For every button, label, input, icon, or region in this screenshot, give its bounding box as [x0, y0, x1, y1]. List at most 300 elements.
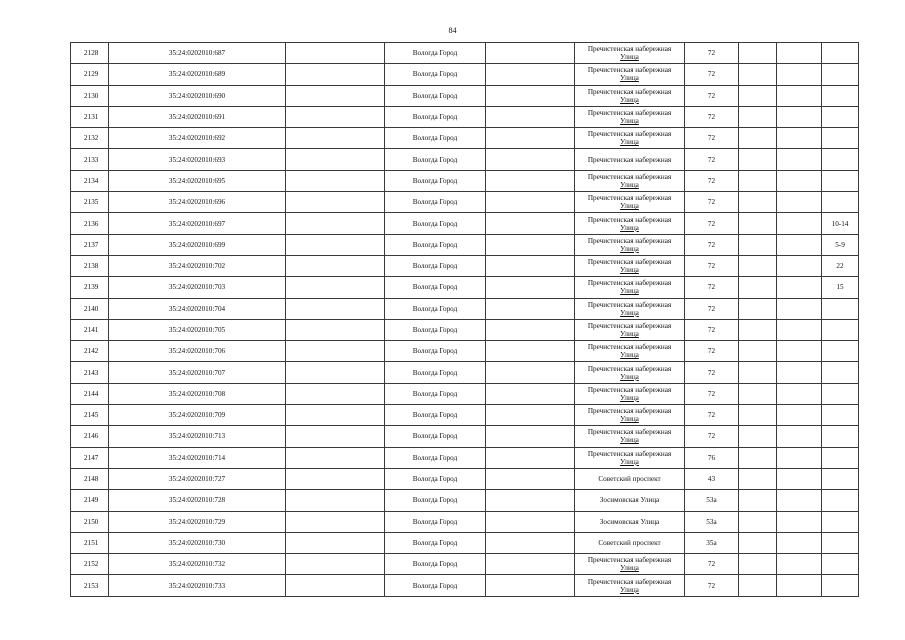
- city-cell: Вологда Город: [385, 213, 486, 234]
- city-cell: Вологда Город: [385, 575, 486, 596]
- apartment-cell: [822, 532, 859, 553]
- house-number-cell: 72: [685, 319, 739, 340]
- table-row: [71, 532, 859, 553]
- empty-cell: [486, 106, 575, 127]
- cadastral-number-cell: 35:24:0202010:689: [109, 64, 286, 85]
- empty-cell: [777, 298, 822, 319]
- cadastral-number-cell: 35:24:0202010:702: [109, 255, 286, 276]
- empty-cell: [486, 170, 575, 191]
- empty-cell: [486, 468, 575, 489]
- city-cell: Вологда Город: [385, 383, 486, 404]
- cadastral-number-cell: 35:24:0202010:699: [109, 234, 286, 255]
- street-cell: [575, 362, 685, 383]
- empty-cell: [486, 575, 575, 596]
- city-cell: Вологда Город: [385, 490, 486, 511]
- street-cell: [575, 277, 685, 298]
- table-row: [71, 192, 859, 213]
- street-name-line: Пречистенская набережная: [587, 45, 672, 54]
- empty-cell: [777, 85, 822, 106]
- empty-cell: [486, 128, 575, 149]
- cadastral-number-cell: 35:24:0202010:730: [109, 532, 286, 553]
- cadastral-number-cell: 35:24:0202010:705: [109, 319, 286, 340]
- cadastral-number-cell: 35:24:0202010:733: [109, 575, 286, 596]
- row-number-cell: 2143: [71, 362, 109, 383]
- empty-cell: [777, 64, 822, 85]
- row-number-cell: 2131: [71, 106, 109, 127]
- street-cell: [575, 468, 685, 489]
- empty-cell: [286, 554, 385, 575]
- street-cell: [575, 383, 685, 404]
- house-number-cell: 72: [685, 234, 739, 255]
- city-cell: Вологда Город: [385, 85, 486, 106]
- apartment-cell: [822, 170, 859, 191]
- empty-cell: [739, 234, 777, 255]
- empty-cell: [286, 447, 385, 468]
- empty-cell: [777, 43, 822, 64]
- row-number-cell: 2129: [71, 64, 109, 85]
- apartment-cell: [822, 554, 859, 575]
- house-number-cell: 72: [685, 277, 739, 298]
- apartment-cell: [822, 447, 859, 468]
- street-name-line: Пречистенская набережная: [587, 428, 672, 437]
- empty-cell: [286, 468, 385, 489]
- street-cell: [575, 255, 685, 276]
- street-cell: [575, 490, 685, 511]
- row-number-cell: 2132: [71, 128, 109, 149]
- street-name-line: Пречистенская набережная: [587, 343, 672, 352]
- street-cell: [575, 554, 685, 575]
- street-cell: [575, 341, 685, 362]
- city-cell: Вологда Город: [385, 341, 486, 362]
- city-cell: Вологда Город: [385, 64, 486, 85]
- empty-cell: [777, 255, 822, 276]
- empty-cell: [486, 490, 575, 511]
- city-cell: Вологда Город: [385, 43, 486, 64]
- apartment-cell: [822, 319, 859, 340]
- row-number-cell: 2128: [71, 43, 109, 64]
- table-row: [71, 106, 859, 127]
- street-type-line: Улица: [620, 138, 639, 147]
- city-cell: Вологда Город: [385, 234, 486, 255]
- street-name-line: Пречистенская набережная: [587, 236, 672, 245]
- city-cell: Вологда Город: [385, 298, 486, 319]
- street-name-line: Пречистенская набережная: [587, 258, 672, 267]
- empty-cell: [286, 43, 385, 64]
- empty-cell: [739, 298, 777, 319]
- street-name-line: Пречистенская набережная: [587, 385, 672, 394]
- street-type-line: Улица: [620, 415, 639, 424]
- table-body: [71, 43, 859, 597]
- empty-cell: [777, 234, 822, 255]
- street-type-line: Улица: [620, 330, 639, 338]
- house-number-cell: 76: [685, 447, 739, 468]
- house-number-cell: 72: [685, 170, 739, 191]
- street-type-line: Улица: [620, 266, 639, 275]
- street-name-line: Зосимовская Улица: [599, 517, 660, 526]
- empty-cell: [286, 575, 385, 596]
- apartment-cell: [822, 128, 859, 149]
- city-cell: Вологда Город: [385, 128, 486, 149]
- house-number-cell: 72: [685, 298, 739, 319]
- house-number-cell: 72: [685, 149, 739, 170]
- empty-cell: [486, 213, 575, 234]
- empty-cell: [739, 341, 777, 362]
- table-row: [71, 511, 859, 532]
- city-cell: Вологда Город: [385, 447, 486, 468]
- table-row: [71, 277, 859, 298]
- house-number-cell: 72: [685, 128, 739, 149]
- cadastral-number-cell: 35:24:0202010:697: [109, 213, 286, 234]
- page-number: 84: [448, 26, 457, 35]
- empty-cell: [486, 255, 575, 276]
- row-number-cell: 2134: [71, 170, 109, 191]
- city-cell: Вологда Город: [385, 554, 486, 575]
- street-name-line: Пречистенская набережная: [587, 172, 672, 181]
- row-number-cell: 2135: [71, 192, 109, 213]
- street-type-line: Улица: [620, 95, 639, 104]
- table-row: [71, 298, 859, 319]
- table-row: [71, 362, 859, 383]
- street-cell: [575, 426, 685, 447]
- house-number-cell: 72: [685, 405, 739, 426]
- apartment-cell: [822, 298, 859, 319]
- city-cell: Вологда Город: [385, 106, 486, 127]
- empty-cell: [777, 554, 822, 575]
- empty-cell: [739, 43, 777, 64]
- street-type-line: Улица: [620, 372, 639, 381]
- street-type-line: Улица: [620, 351, 639, 360]
- street-cell: [575, 106, 685, 127]
- house-number-cell: 72: [685, 255, 739, 276]
- empty-cell: [739, 532, 777, 553]
- table-row: [71, 43, 859, 64]
- empty-cell: [777, 277, 822, 298]
- cadastral-number-cell: 35:24:0202010:704: [109, 298, 286, 319]
- street-cell: [575, 64, 685, 85]
- house-number-cell: 72: [685, 192, 739, 213]
- empty-cell: [286, 426, 385, 447]
- empty-cell: [286, 277, 385, 298]
- row-number-cell: 2148: [71, 468, 109, 489]
- empty-cell: [739, 255, 777, 276]
- table-row: [71, 319, 859, 340]
- row-number-cell: 2130: [71, 85, 109, 106]
- street-name-line: Зосимовская Улица: [599, 496, 660, 505]
- empty-cell: [777, 128, 822, 149]
- street-name-line: Пречистенская набережная: [587, 109, 672, 118]
- street-name-line: Советский проспект: [598, 538, 661, 547]
- empty-cell: [739, 64, 777, 85]
- empty-cell: [486, 234, 575, 255]
- apartment-cell: [822, 575, 859, 596]
- street-name-line: Пречистенская набережная: [587, 577, 672, 586]
- street-name-line: Пречистенская набережная: [587, 215, 672, 224]
- table-row: [71, 383, 859, 404]
- city-cell: Вологда Город: [385, 255, 486, 276]
- empty-cell: [777, 511, 822, 532]
- empty-cell: [286, 362, 385, 383]
- street-name-line: Советский проспект: [598, 475, 661, 484]
- street-cell: [575, 298, 685, 319]
- cadastral-number-cell: 35:24:0202010:693: [109, 149, 286, 170]
- row-number-cell: 2151: [71, 532, 109, 553]
- empty-cell: [486, 319, 575, 340]
- apartment-cell: [822, 192, 859, 213]
- apartment-cell: 5-9: [822, 234, 859, 255]
- row-number-cell: 2152: [71, 554, 109, 575]
- empty-cell: [777, 532, 822, 553]
- row-number-cell: 2147: [71, 447, 109, 468]
- empty-cell: [739, 170, 777, 191]
- row-number-cell: 2153: [71, 575, 109, 596]
- row-number-cell: 2142: [71, 341, 109, 362]
- empty-cell: [739, 106, 777, 127]
- empty-cell: [739, 277, 777, 298]
- empty-cell: [286, 149, 385, 170]
- street-type-line: Улица: [620, 223, 639, 232]
- empty-cell: [739, 319, 777, 340]
- table-row: [71, 341, 859, 362]
- row-number-cell: 2140: [71, 298, 109, 319]
- table-row: [71, 234, 859, 255]
- street-cell: [575, 149, 685, 170]
- city-cell: Вологда Город: [385, 532, 486, 553]
- street-cell: [575, 170, 685, 191]
- empty-cell: [486, 426, 575, 447]
- empty-cell: [777, 362, 822, 383]
- street-cell: [575, 319, 685, 340]
- apartment-cell: [822, 106, 859, 127]
- row-number-cell: 2144: [71, 383, 109, 404]
- apartment-cell: [822, 383, 859, 404]
- empty-cell: [777, 383, 822, 404]
- apartment-cell: 22: [822, 255, 859, 276]
- street-cell: [575, 447, 685, 468]
- empty-cell: [486, 383, 575, 404]
- table-row: [71, 575, 859, 596]
- empty-cell: [739, 149, 777, 170]
- empty-cell: [777, 426, 822, 447]
- empty-cell: [486, 554, 575, 575]
- street-name-line: Пречистенская набережная: [587, 155, 672, 164]
- table-row: [71, 447, 859, 468]
- cadastral-number-cell: 35:24:0202010:714: [109, 447, 286, 468]
- street-name-line: Пречистенская набережная: [587, 556, 672, 565]
- empty-cell: [486, 405, 575, 426]
- registry-table: [70, 42, 859, 597]
- house-number-cell: 72: [685, 383, 739, 404]
- table-row: [71, 213, 859, 234]
- table-row: [71, 468, 859, 489]
- city-cell: Вологда Город: [385, 426, 486, 447]
- apartment-cell: [822, 405, 859, 426]
- street-type-line: Улица: [620, 117, 639, 126]
- table-row: [71, 405, 859, 426]
- cadastral-number-cell: 35:24:0202010:703: [109, 277, 286, 298]
- row-number-cell: 2136: [71, 213, 109, 234]
- empty-cell: [486, 341, 575, 362]
- empty-cell: [777, 170, 822, 191]
- street-type-line: Улица: [620, 287, 639, 296]
- house-number-cell: 72: [685, 554, 739, 575]
- empty-cell: [739, 405, 777, 426]
- street-cell: [575, 128, 685, 149]
- row-number-cell: 2145: [71, 405, 109, 426]
- row-number-cell: 2138: [71, 255, 109, 276]
- city-cell: Вологда Город: [385, 192, 486, 213]
- cadastral-number-cell: 35:24:0202010:728: [109, 490, 286, 511]
- street-cell: [575, 213, 685, 234]
- street-name-line: Пречистенская набережная: [587, 87, 672, 96]
- cadastral-number-cell: 35:24:0202010:708: [109, 383, 286, 404]
- city-cell: Вологда Город: [385, 405, 486, 426]
- cadastral-number-cell: 35:24:0202010:687: [109, 43, 286, 64]
- house-number-cell: 43: [685, 468, 739, 489]
- street-name-line: Пречистенская набережная: [587, 66, 672, 75]
- table-row: [71, 64, 859, 85]
- table-row: [71, 85, 859, 106]
- cadastral-number-cell: 35:24:0202010:695: [109, 170, 286, 191]
- empty-cell: [486, 298, 575, 319]
- apartment-cell: [822, 85, 859, 106]
- empty-cell: [739, 447, 777, 468]
- street-cell: [575, 532, 685, 553]
- empty-cell: [739, 468, 777, 489]
- street-type-line: Улица: [620, 202, 639, 211]
- empty-cell: [777, 106, 822, 127]
- street-type-line: Улица: [620, 564, 639, 573]
- row-number-cell: 2137: [71, 234, 109, 255]
- apartment-cell: [822, 43, 859, 64]
- street-cell: [575, 575, 685, 596]
- empty-cell: [286, 511, 385, 532]
- table-row: [71, 170, 859, 191]
- apartment-cell: 10-14: [822, 213, 859, 234]
- street-name-line: Пречистенская набережная: [587, 130, 672, 139]
- table-row: [71, 426, 859, 447]
- empty-cell: [486, 85, 575, 106]
- empty-cell: [777, 468, 822, 489]
- apartment-cell: 15: [822, 277, 859, 298]
- empty-cell: [486, 511, 575, 532]
- street-cell: [575, 43, 685, 64]
- empty-cell: [777, 149, 822, 170]
- empty-cell: [286, 85, 385, 106]
- cadastral-number-cell: 35:24:0202010:706: [109, 341, 286, 362]
- table-row: [71, 490, 859, 511]
- city-cell: Вологда Город: [385, 319, 486, 340]
- empty-cell: [739, 511, 777, 532]
- empty-cell: [286, 106, 385, 127]
- empty-cell: [739, 192, 777, 213]
- house-number-cell: 72: [685, 426, 739, 447]
- empty-cell: [486, 362, 575, 383]
- house-number-cell: 72: [685, 362, 739, 383]
- empty-cell: [777, 213, 822, 234]
- house-number-cell: 72: [685, 43, 739, 64]
- empty-cell: [739, 362, 777, 383]
- empty-cell: [286, 170, 385, 191]
- apartment-cell: [822, 362, 859, 383]
- empty-cell: [286, 234, 385, 255]
- city-cell: Вологда Город: [385, 468, 486, 489]
- cadastral-number-cell: 35:24:0202010:709: [109, 405, 286, 426]
- empty-cell: [286, 64, 385, 85]
- street-type-line: Улица: [620, 436, 639, 445]
- house-number-cell: 72: [685, 85, 739, 106]
- apartment-cell: [822, 511, 859, 532]
- cadastral-number-cell: 35:24:0202010:707: [109, 362, 286, 383]
- apartment-cell: [822, 490, 859, 511]
- cadastral-number-cell: 35:24:0202010:696: [109, 192, 286, 213]
- cadastral-number-cell: 35:24:0202010:713: [109, 426, 286, 447]
- empty-cell: [286, 490, 385, 511]
- street-name-line: Пречистенская набережная: [587, 300, 672, 309]
- street-name-line: Пречистенская набережная: [587, 364, 672, 373]
- street-type-line: Улица: [620, 180, 639, 189]
- empty-cell: [739, 213, 777, 234]
- empty-cell: [777, 341, 822, 362]
- cadastral-number-cell: 35:24:0202010:727: [109, 468, 286, 489]
- row-number-cell: 2149: [71, 490, 109, 511]
- empty-cell: [286, 255, 385, 276]
- city-cell: Вологда Город: [385, 362, 486, 383]
- empty-cell: [486, 447, 575, 468]
- street-type-line: Улица: [620, 74, 639, 83]
- cadastral-number-cell: 35:24:0202010:691: [109, 106, 286, 127]
- street-type-line: Улица: [620, 308, 639, 317]
- apartment-cell: [822, 64, 859, 85]
- street-name-line: Пречистенская набережная: [587, 322, 672, 330]
- table-row: [71, 554, 859, 575]
- house-number-cell: 35а: [685, 532, 739, 553]
- row-number-cell: 2139: [71, 277, 109, 298]
- empty-cell: [486, 277, 575, 298]
- empty-cell: [486, 64, 575, 85]
- empty-cell: [286, 319, 385, 340]
- street-cell: [575, 85, 685, 106]
- empty-cell: [777, 405, 822, 426]
- empty-cell: [486, 532, 575, 553]
- city-cell: Вологда Город: [385, 511, 486, 532]
- cadastral-number-cell: 35:24:0202010:729: [109, 511, 286, 532]
- empty-cell: [777, 319, 822, 340]
- empty-cell: [286, 383, 385, 404]
- empty-cell: [286, 405, 385, 426]
- street-type-line: Улица: [620, 457, 639, 466]
- house-number-cell: 72: [685, 213, 739, 234]
- empty-cell: [777, 447, 822, 468]
- row-number-cell: 2146: [71, 426, 109, 447]
- street-type-line: Улица: [620, 585, 639, 594]
- street-name-line: Пречистенская набережная: [587, 279, 672, 288]
- cadastral-number-cell: 35:24:0202010:690: [109, 85, 286, 106]
- apartment-cell: [822, 468, 859, 489]
- empty-cell: [286, 341, 385, 362]
- row-number-cell: 2141: [71, 319, 109, 340]
- street-name-line: Пречистенская набережная: [587, 194, 672, 203]
- row-number-cell: 2150: [71, 511, 109, 532]
- empty-cell: [777, 192, 822, 213]
- empty-cell: [286, 192, 385, 213]
- row-number-cell: 2133: [71, 149, 109, 170]
- empty-cell: [486, 149, 575, 170]
- street-cell: [575, 405, 685, 426]
- street-cell: [575, 192, 685, 213]
- empty-cell: [286, 213, 385, 234]
- house-number-cell: 72: [685, 575, 739, 596]
- house-number-cell: 53а: [685, 490, 739, 511]
